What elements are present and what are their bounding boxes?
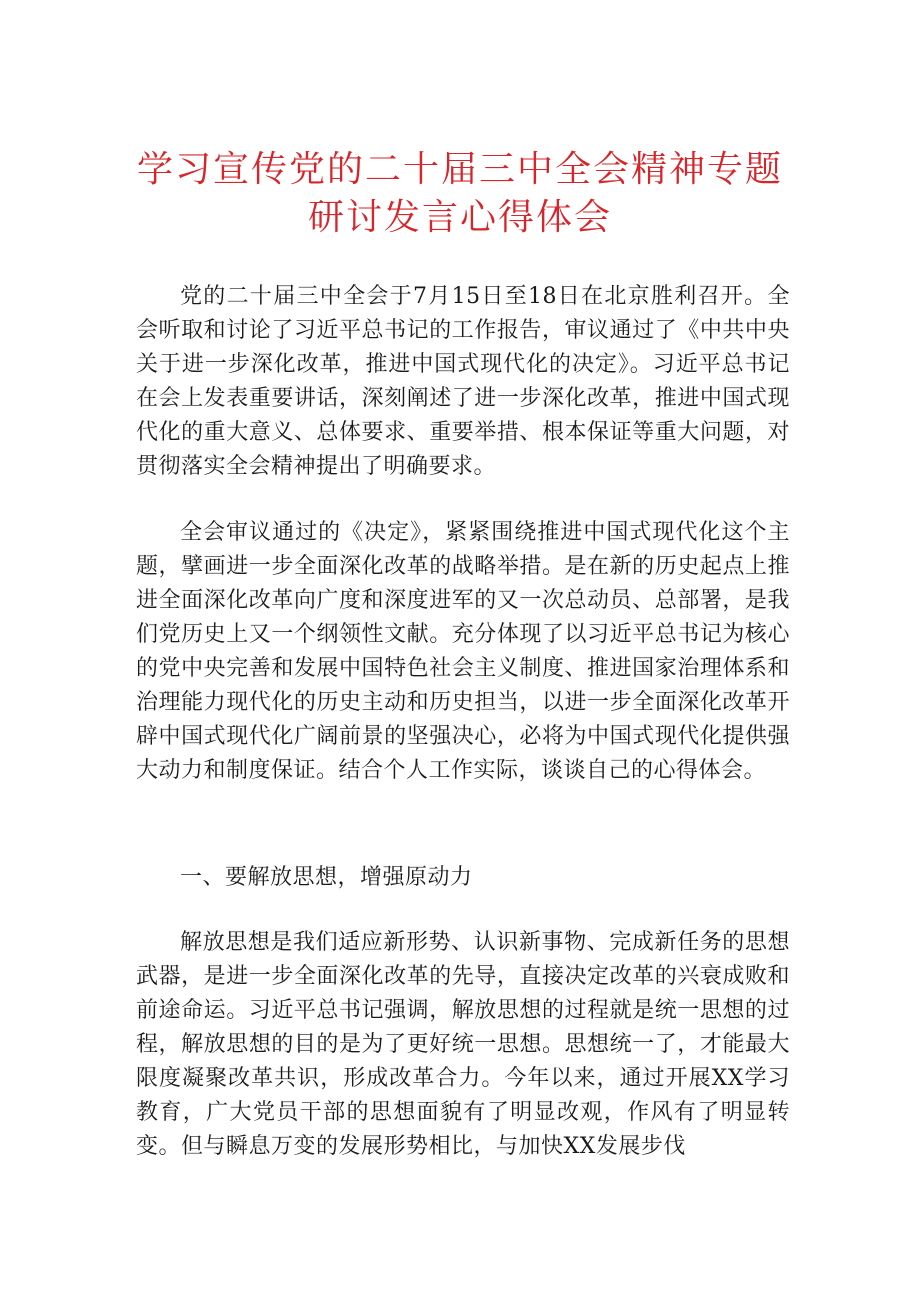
document-title-line-1: 学习宣传党的二十届三中全会精神专题 bbox=[136, 149, 783, 190]
document-title-line-2: 研讨发言心得体会 bbox=[307, 197, 612, 238]
paragraph-section-1: 解放思想是我们适应新形势、认识新事物、完成新任务的思想武器，是进一步全面深化改革的先导，直接决定改革的兴衰成败和前途命运。习近平总书记强调，解放思想的过程就是统一思想的过程，解放思想的目的是为了更好统一思想。思想统一了，才能最大限度凝聚改革共识，形成改革合力。今年以来，通过开展XX学习教育，广大党员干部的思想面貌有了明显改观，作风有了明显转变。但与瞬息万变的发展形势相比，与加快XX发展步伐 bbox=[136, 930, 790, 1159]
section-heading-1: 一、要解放思想，增强原动力 bbox=[180, 865, 473, 890]
paragraph-intro: 党的二十届三中全会于7月15日至18日在北京胜利召开。全会听取和讨论了习近平总书记的工作报告，审议通过了《中共中央关于进一步深化改革，推进中国式现代化的决定》。习近平总书记在会上发表重要讲话，深刻阐述了进一步深化改革，推进中国式现代化的重大意义、总体要求、重要举措、根本保证等重大问题，对贯彻落实全会精神提出了明确要求。 bbox=[136, 284, 790, 479]
paragraph-decision: 全会审议通过的《决定》，紧紧围绕推进中国式现代化这个主题，擘画进一步全面深化改革的战略举措。是在新的历史起点上推进全面深化改革向广度和深度进军的又一次总动员、总部署，是我们党历史上又一个纲领性文献。充分体现了以习近平总书记为核心的党中央完善和发展中国特色社会主义制度、推进国家治理体系和治理能力现代化的历史主动和历史担当，以进一步全面深化改革开辟中国式现代化广阔前景的坚强决心，必将为中国式现代化提供强大动力和制度保证。结合个人工作实际，谈谈自己的心得体会。 bbox=[136, 520, 790, 783]
